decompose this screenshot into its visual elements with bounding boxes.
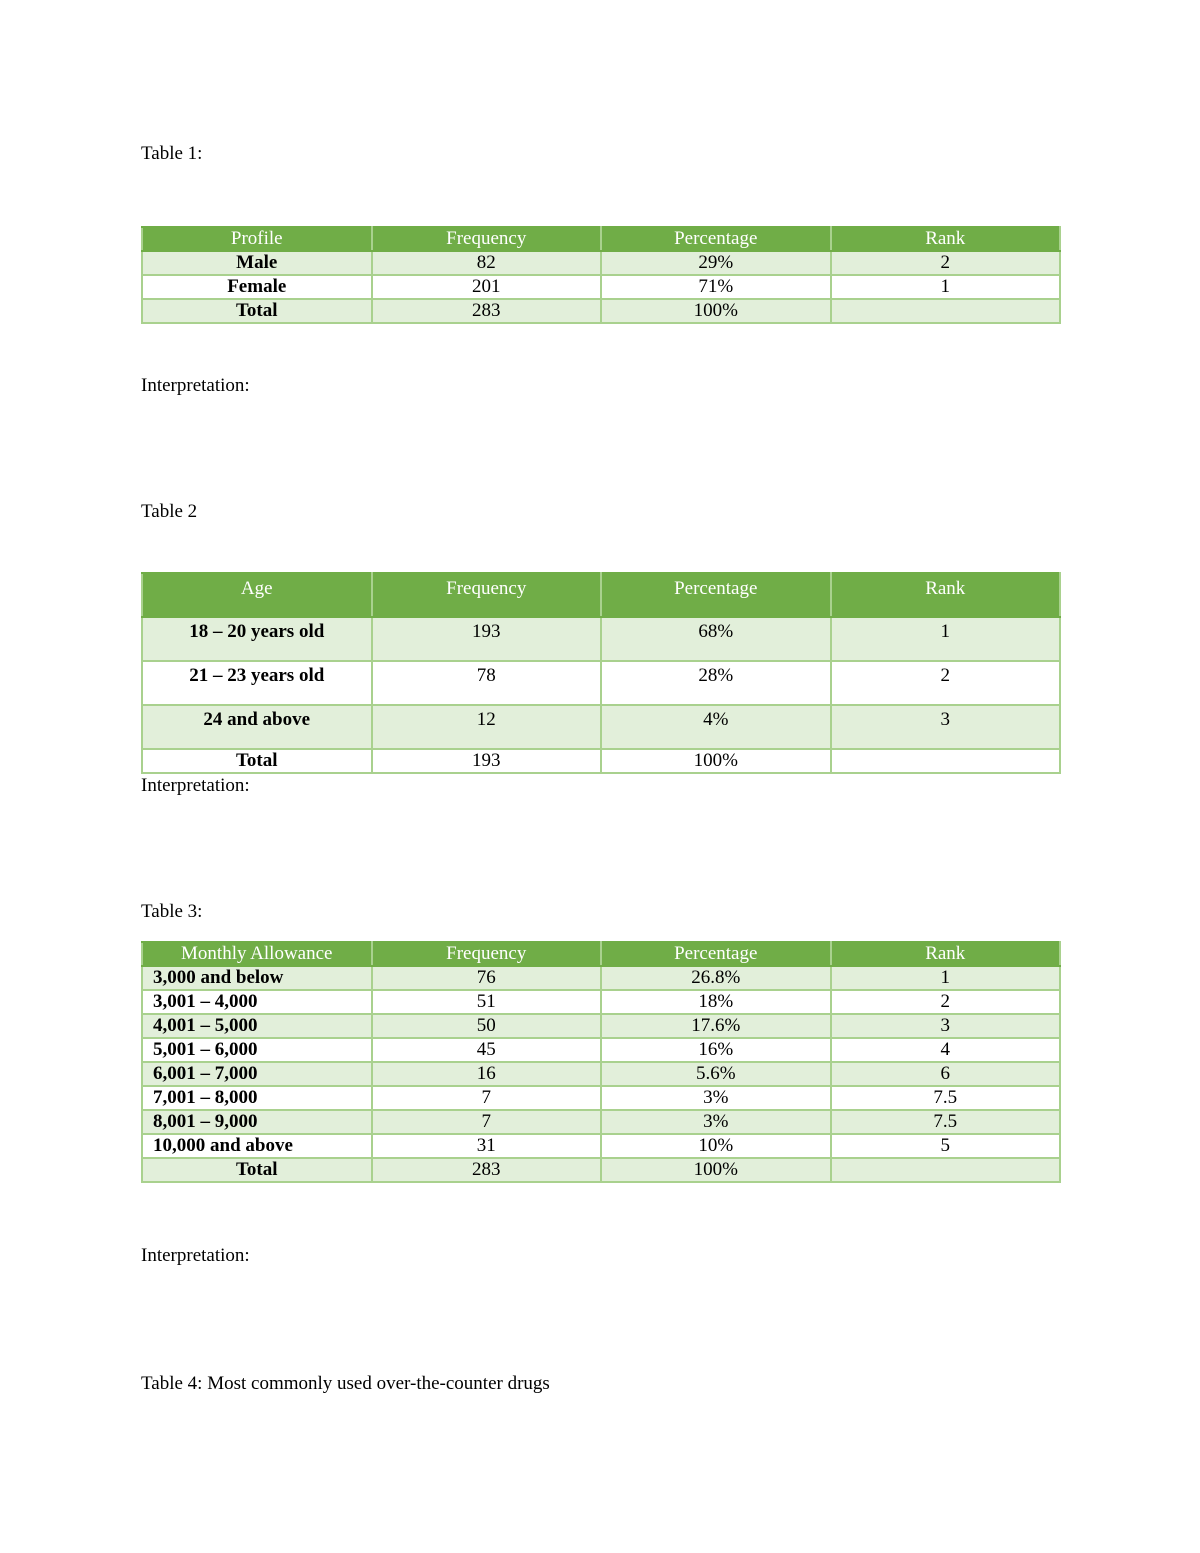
row-label: 6,001 – 7,000: [142, 1062, 372, 1086]
table3-interpretation: Interpretation:: [141, 1245, 250, 1266]
column-header: Frequency: [372, 942, 602, 966]
rank-cell: 1: [831, 617, 1061, 661]
table-row: [142, 1014, 1060, 1038]
age-table: [141, 572, 1061, 774]
table1-caption: Table 1:: [141, 143, 203, 164]
percentage-cell: 3%: [601, 1110, 831, 1134]
frequency-cell: 76: [372, 966, 602, 990]
table-total-row: [142, 299, 1060, 323]
table-row: [142, 617, 1060, 661]
rank-cell: 7.5: [831, 1086, 1061, 1110]
table-row: [142, 1086, 1060, 1110]
row-label: 7,001 – 8,000: [142, 1086, 372, 1110]
frequency-cell: 7: [372, 1086, 602, 1110]
table-row: [142, 705, 1060, 749]
table-row: [142, 1134, 1060, 1158]
frequency-cell: 82: [372, 251, 602, 275]
table3-caption: Table 3:: [141, 901, 203, 922]
rank-cell: 7.5: [831, 1110, 1061, 1134]
rank-cell: 4: [831, 1038, 1061, 1062]
row-label: 5,001 – 6,000: [142, 1038, 372, 1062]
table2-interpretation: Interpretation:: [141, 775, 250, 796]
table1-interpretation: Interpretation:: [141, 375, 250, 396]
row-label: 18 – 20 years old: [142, 617, 372, 661]
column-header: Age: [142, 573, 372, 617]
rank-cell: 1: [831, 966, 1061, 990]
table4-caption: Table 4: Most commonly used over-the-counter drugs: [141, 1373, 550, 1394]
row-label: 3,000 and below: [142, 966, 372, 990]
frequency-cell: 193: [372, 617, 602, 661]
frequency-cell: 283: [372, 299, 602, 323]
percentage-cell: 16%: [601, 1038, 831, 1062]
profile-table: [141, 226, 1061, 324]
rank-cell: [831, 1158, 1061, 1182]
rank-cell: [831, 749, 1061, 773]
rank-cell: [831, 299, 1061, 323]
table-row: [142, 275, 1060, 299]
rank-cell: 5: [831, 1134, 1061, 1158]
table-header-row: [142, 942, 1060, 966]
row-label: 3,001 – 4,000: [142, 990, 372, 1014]
percentage-cell: 18%: [601, 990, 831, 1014]
percentage-cell: 100%: [601, 1158, 831, 1182]
rank-cell: 2: [831, 661, 1061, 705]
table-row: [142, 661, 1060, 705]
row-label: 21 – 23 years old: [142, 661, 372, 705]
row-label: Male: [142, 251, 372, 275]
row-label: Total: [142, 299, 372, 323]
table2-caption: Table 2: [141, 501, 198, 522]
table-row: [142, 966, 1060, 990]
frequency-cell: 51: [372, 990, 602, 1014]
rank-cell: 3: [831, 705, 1061, 749]
column-header: Percentage: [601, 573, 831, 617]
rank-cell: 2: [831, 990, 1061, 1014]
frequency-cell: 31: [372, 1134, 602, 1158]
frequency-cell: 193: [372, 749, 602, 773]
frequency-cell: 283: [372, 1158, 602, 1182]
percentage-cell: 10%: [601, 1134, 831, 1158]
row-label: 8,001 – 9,000: [142, 1110, 372, 1134]
table-row: [142, 1062, 1060, 1086]
column-header: Rank: [831, 573, 1061, 617]
frequency-cell: 78: [372, 661, 602, 705]
rank-cell: 6: [831, 1062, 1061, 1086]
table-row: [142, 251, 1060, 275]
percentage-cell: 100%: [601, 299, 831, 323]
row-label: Total: [142, 749, 372, 773]
percentage-cell: 4%: [601, 705, 831, 749]
percentage-cell: 71%: [601, 275, 831, 299]
frequency-cell: 50: [372, 1014, 602, 1038]
table-header-row: [142, 227, 1060, 251]
table-total-row: [142, 1158, 1060, 1182]
percentage-cell: 26.8%: [601, 966, 831, 990]
percentage-cell: 100%: [601, 749, 831, 773]
column-header: Frequency: [372, 227, 602, 251]
monthly-allowance-table: [141, 941, 1061, 1183]
table-total-row: [142, 749, 1060, 773]
percentage-cell: 17.6%: [601, 1014, 831, 1038]
table-header-row: [142, 573, 1060, 617]
table-row: [142, 1038, 1060, 1062]
row-label: Total: [142, 1158, 372, 1182]
frequency-cell: 201: [372, 275, 602, 299]
percentage-cell: 28%: [601, 661, 831, 705]
rank-cell: 2: [831, 251, 1061, 275]
rank-cell: 3: [831, 1014, 1061, 1038]
percentage-cell: 5.6%: [601, 1062, 831, 1086]
column-header: Profile: [142, 227, 372, 251]
row-label: Female: [142, 275, 372, 299]
frequency-cell: 45: [372, 1038, 602, 1062]
column-header: Rank: [831, 227, 1061, 251]
column-header: Frequency: [372, 573, 602, 617]
rank-cell: 1: [831, 275, 1061, 299]
frequency-cell: 7: [372, 1110, 602, 1134]
row-label: 24 and above: [142, 705, 372, 749]
column-header: Monthly Allowance: [142, 942, 372, 966]
percentage-cell: 3%: [601, 1086, 831, 1110]
column-header: Percentage: [601, 942, 831, 966]
table-row: [142, 1110, 1060, 1134]
column-header: Rank: [831, 942, 1061, 966]
row-label: 10,000 and above: [142, 1134, 372, 1158]
frequency-cell: 12: [372, 705, 602, 749]
table-row: [142, 990, 1060, 1014]
column-header: Percentage: [601, 227, 831, 251]
percentage-cell: 68%: [601, 617, 831, 661]
row-label: 4,001 – 5,000: [142, 1014, 372, 1038]
frequency-cell: 16: [372, 1062, 602, 1086]
percentage-cell: 29%: [601, 251, 831, 275]
